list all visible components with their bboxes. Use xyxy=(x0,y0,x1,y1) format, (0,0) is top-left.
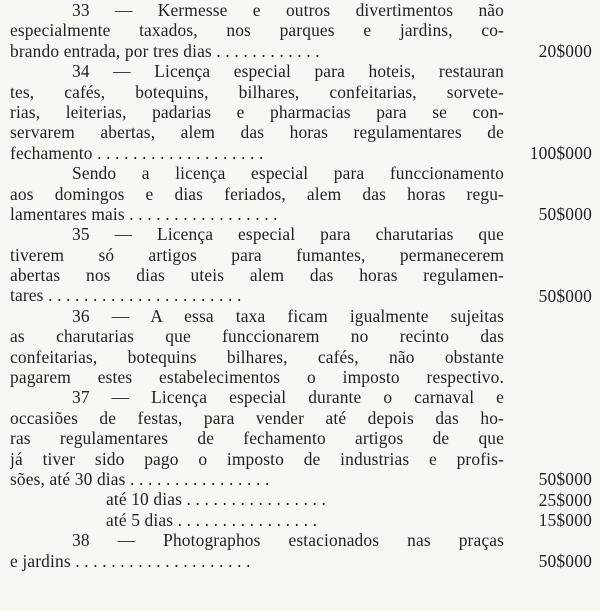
text-line: rias, leiterias, padarias e pharmacias para se con- xyxy=(10,101,504,122)
text-line: até 10 dias . . . . . . . . . . . . . . . . xyxy=(106,489,326,510)
text-line: 38 — Photographos estacionados nas praças xyxy=(72,530,504,551)
text-line: sões, até 30 dias . . . . . . . . . . . . . . . . xyxy=(10,468,270,489)
text-line: servarem abertas, alem das horas regulamentares de xyxy=(10,122,504,143)
text-line: tares . . . . . . . . . . . . . . . . . . . . . . xyxy=(10,285,242,306)
text-line: 33 — Kermesse e outros divertimentos não xyxy=(72,0,504,20)
text-line: as charutarias que funccionarem no recinto das xyxy=(10,326,504,347)
text-line: confeitarias, botequins bilhares, cafés, não obstante xyxy=(10,346,504,367)
text-line: 34 — Licença especial para hoteis, restauran xyxy=(72,61,504,82)
fee-amount: 25$000 xyxy=(538,489,592,510)
text-line: 37 — Licença especial durante o carnaval e xyxy=(72,387,504,408)
text-line: fechamento . . . . . . . . . . . . . . . . . . . xyxy=(10,142,264,163)
fee-amount: 50$000 xyxy=(538,285,592,306)
text-column xyxy=(10,0,504,571)
text-line: lamentares mais . . . . . . . . . . . . . . . . . xyxy=(10,203,278,224)
text-line: aos domingos e dias feriados, alem das horas regu- xyxy=(10,183,504,204)
text-line: Sendo a licença especial para funccionamento xyxy=(72,163,504,184)
text-line: tiverem só artigos para fumantes, permanecerem xyxy=(10,244,504,265)
fee-amount: 20$000 xyxy=(538,40,592,61)
text-line: tes, cafés, botequins, bilhares, confeitarias, sorvete- xyxy=(10,81,504,102)
text-line: pagarem estes estabelecimentos o imposto respectivo. xyxy=(10,367,504,388)
text-line: e jardins . . . . . . . . . . . . . . . . . . . . xyxy=(10,550,251,571)
fee-amount: 15$000 xyxy=(538,510,592,530)
text-line: ras regulamentares de fechamento artigos de que xyxy=(10,428,504,449)
text-line: 35 — Licença especial para charutarias que xyxy=(72,224,504,245)
text-line: abertas nos dias uteis alem das horas regulamen- xyxy=(10,265,504,286)
fee-amount: 50$000 xyxy=(538,550,592,571)
text-line: brando entrada, por tres dias . . . . . . . . . . . . xyxy=(10,40,320,61)
text-line: occasiões de festas, para vender até depois das ho- xyxy=(10,407,504,428)
text-line: já tiver sido pago o imposto de industrias e profis- xyxy=(10,448,504,469)
text-line: até 5 dias . . . . . . . . . . . . . . . . xyxy=(106,509,318,530)
fee-amount: 50$000 xyxy=(538,204,592,224)
text-line: 36 — A essa taxa ficam igualmente sujeitas xyxy=(72,305,504,326)
text-line: especialmente taxados, nos parques e jardins, co- xyxy=(10,20,504,41)
fee-amount: 100$000 xyxy=(529,142,592,163)
fee-amount: 50$000 xyxy=(538,469,592,490)
